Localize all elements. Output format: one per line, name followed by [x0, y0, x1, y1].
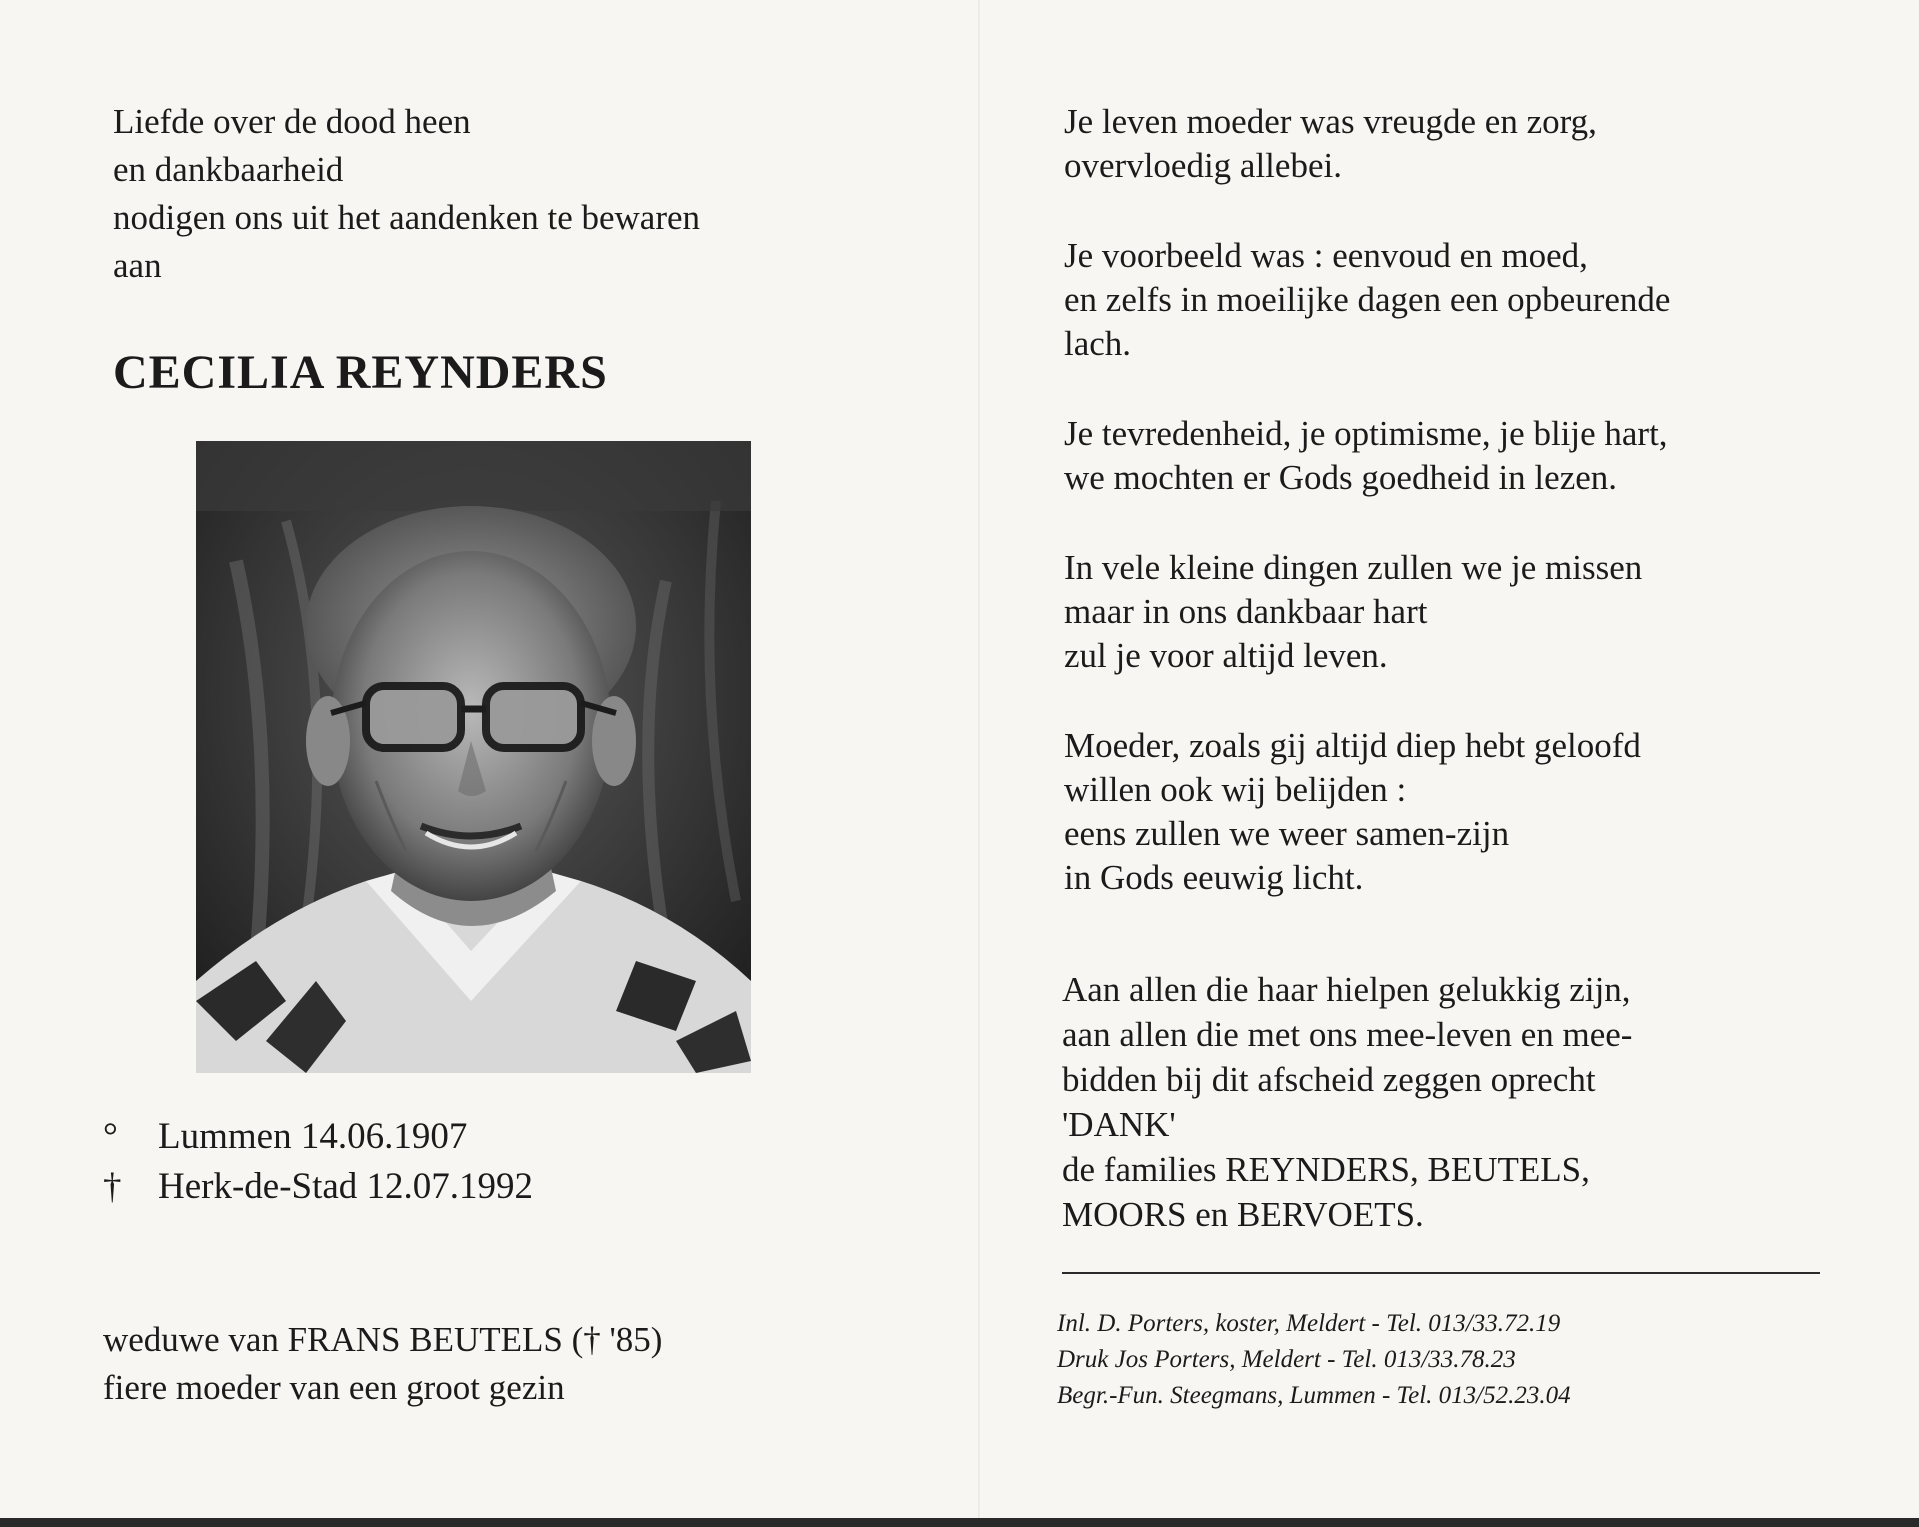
family-status: [103, 1316, 662, 1412]
mother-line: fiere moeder van een groot gezin: [103, 1368, 565, 1407]
intro-line: en dankbaarheid: [113, 150, 344, 189]
poem-stanza: [1064, 100, 1864, 188]
memorial-poem: [1064, 100, 1864, 946]
death-row: [103, 1162, 533, 1212]
credit-line: Inl. D. Porters, koster, Meldert - Tel. 013/33.72.19: [1057, 1310, 1561, 1337]
thanks-line: bidden bij dit afscheid zeggen oprecht: [1062, 1060, 1596, 1099]
birth-symbol: °: [103, 1116, 118, 1157]
death-date: Herk-de-Stad 12.07.1992: [158, 1166, 534, 1207]
printer-credits: [1057, 1306, 1571, 1414]
poem-line: we mochten er Gods goedheid in lezen.: [1064, 458, 1618, 497]
credit-line: Druk Jos Porters, Meldert - Tel. 013/33.78.23: [1057, 1346, 1516, 1373]
thanks-text: [1062, 967, 1862, 1237]
thanks-line: MOORS en BERVOETS.: [1062, 1195, 1424, 1234]
poem-stanza: [1064, 412, 1864, 500]
poem-line: in Gods eeuwig licht.: [1064, 858, 1364, 897]
widow-line: weduwe van FRANS BEUTELS († '85): [103, 1320, 663, 1359]
poem-line: overvloedig allebei.: [1064, 146, 1342, 185]
birth-row: [103, 1112, 533, 1162]
poem-line: zul je voor altijd leven.: [1064, 636, 1388, 675]
thanks-line: Aan allen die haar hielpen gelukkig zijn,: [1062, 970, 1631, 1009]
poem-line: willen ook wij belijden :: [1064, 770, 1407, 809]
intro-line: nodigen ons uit het aandenken te bewaren: [113, 198, 701, 237]
intro-line: aan: [113, 246, 162, 285]
poem-line: eens zullen we weer samen-zijn: [1064, 814, 1510, 853]
credit-line: Begr.-Fun. Steegmans, Lummen - Tel. 013/52.23.04: [1057, 1382, 1571, 1409]
poem-line: Moeder, zoals gij altijd diep hebt geloofd: [1064, 726, 1641, 765]
bottom-edge: [0, 1518, 1919, 1527]
poem-line: maar in ons dankbaar hart: [1064, 592, 1428, 631]
intro-line: Liefde over de dood heen: [113, 102, 471, 141]
death-symbol: †: [103, 1166, 122, 1207]
thanks-line: de families REYNDERS, BEUTELS,: [1062, 1150, 1590, 1189]
thanks-line: 'DANK': [1062, 1105, 1176, 1144]
divider: [1062, 1272, 1820, 1274]
poem-line: Je voorbeeld was : eenvoud en moed,: [1064, 236, 1588, 275]
poem-stanza: [1064, 724, 1864, 900]
thanks-line: aan allen die met ons mee-leven en mee-: [1062, 1015, 1633, 1054]
birth-date: Lummen 14.06.1907: [158, 1116, 468, 1157]
poem-line: en zelfs in moeilijke dagen een opbeurende: [1064, 280, 1671, 319]
intro-text: [113, 98, 873, 290]
poem-stanza: [1064, 234, 1864, 366]
poem-stanza: [1064, 546, 1864, 678]
poem-line: Je tevredenheid, je optimisme, je blije hart,: [1064, 414, 1668, 453]
poem-line: lach.: [1064, 324, 1132, 363]
portrait-photo-icon: [196, 441, 751, 1073]
life-dates: [103, 1112, 533, 1212]
poem-line: Je leven moeder was vreugde en zorg,: [1064, 102, 1597, 141]
poem-line: In vele kleine dingen zullen we je missen: [1064, 548, 1643, 587]
deceased-name: CECILIA REYNDERS: [113, 346, 608, 399]
card-fold: [978, 0, 980, 1527]
portrait-photo: [196, 441, 751, 1073]
